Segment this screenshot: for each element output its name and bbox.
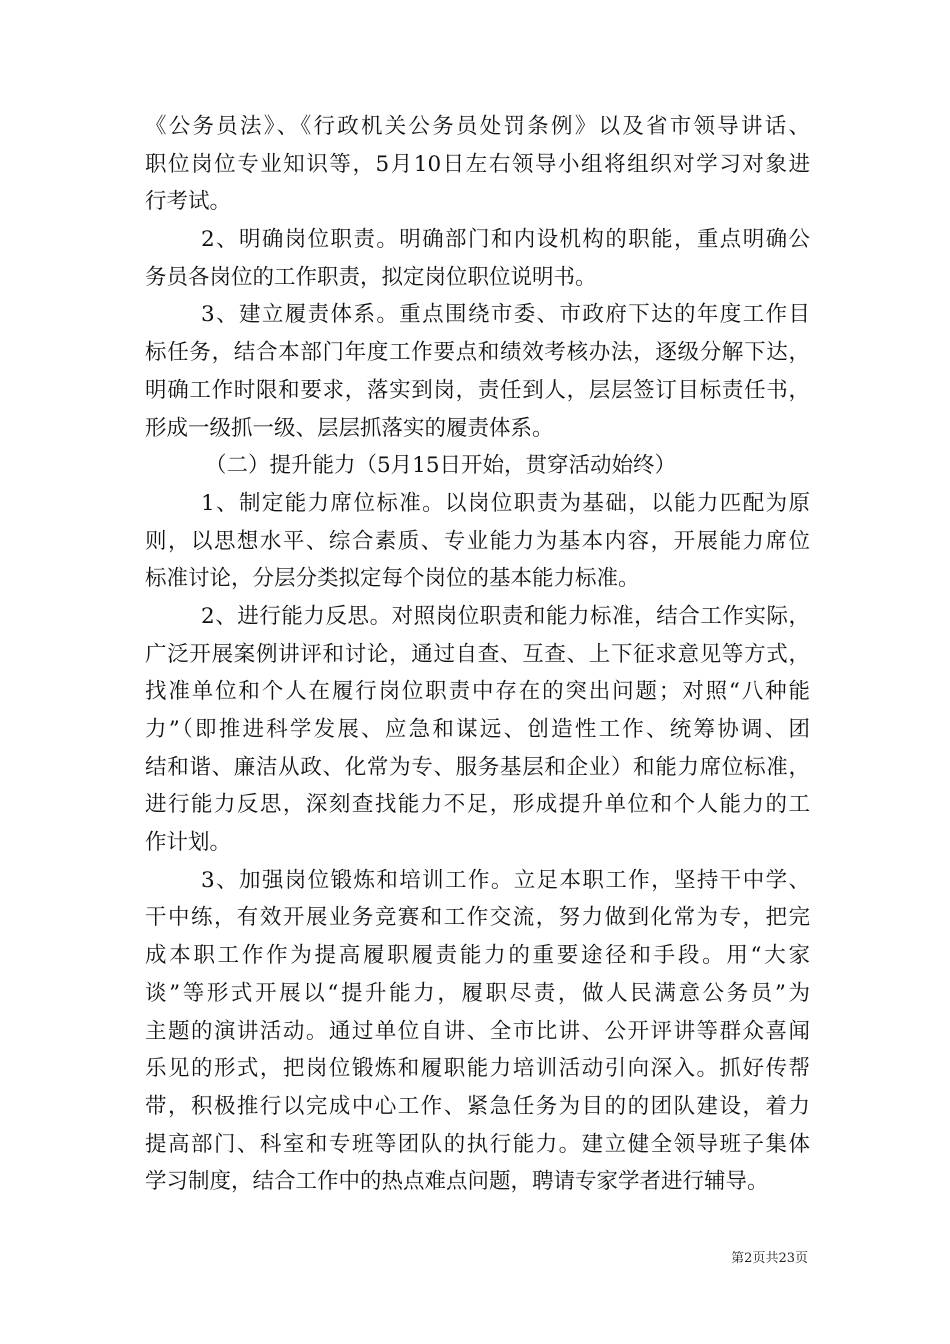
text-line: 提高部门、科室和专班等团队的执行能力。建立健全领导班子集体: [145, 1131, 810, 1157]
text-line: 1、制定能力席位标准。以岗位职责为基础，以能力匹配为原: [201, 490, 810, 516]
text-line: 明确工作时限和要求，落实到岗，责任到人，层层签订目标责任书，: [145, 377, 810, 403]
text-line: 职位岗位专业知识等，5月10日左右领导小组将组织对学习对象进: [145, 151, 810, 177]
text-line: （二）提升能力（5月15日开始，贯穿活动始终）: [205, 453, 677, 479]
paragraph: [145, 221, 810, 296]
text-line: 3、建立履责体系。重点围绕市委、市政府下达的年度工作目: [201, 302, 810, 328]
document-body: [145, 108, 810, 1201]
paragraph: [145, 598, 810, 862]
text-line: 2、明确岗位职责。明确部门和内设机构的职能，重点明确公: [201, 227, 810, 253]
text-line: 干中练，有效开展业务竞赛和工作交流，努力做到化常为专，把完: [145, 905, 810, 931]
paragraph: [145, 862, 810, 1201]
text-line: 力”（即推进科学发展、应急和谋远、创造性工作、统筹协调、团: [145, 717, 810, 742]
text-line: 形成一级抓一级、层层抓落实的履责体系。: [145, 415, 554, 441]
section-heading: [145, 447, 810, 485]
text-line: 谈”等形式开展以“提升能力，履职尽责，做人民满意公务员”为: [145, 980, 810, 1006]
paragraph: [145, 485, 810, 598]
text-line: 乐见的形式，把岗位锻炼和履职能力培训活动引向深入。抓好传帮: [145, 1056, 810, 1082]
text-line: 《公务员法》、《行政机关公务员处罚条例》以及省市领导讲话、: [145, 114, 810, 139]
text-line: 成本职工作作为提高履职履责能力的重要途径和手段。用“大家: [145, 943, 810, 969]
text-line: 2、进行能力反思。对照岗位职责和能力标准，结合工作实际，: [201, 603, 810, 629]
text-line: 带，积极推行以完成中心工作、紧急任务为目的的团队建设，着力: [145, 1093, 810, 1119]
text-line: 务员各岗位的工作职责，拟定岗位职位说明书。: [145, 264, 597, 290]
text-line: 广泛开展案例讲评和讨论，通过自查、互查、上下征求意见等方式，: [145, 641, 810, 667]
text-line: 找准单位和个人在履行岗位职责中存在的突出问题；对照“八种能: [145, 679, 810, 705]
paragraph: [145, 108, 810, 221]
text-line: 3、加强岗位锻炼和培训工作。立足本职工作，坚持干中学、: [201, 867, 810, 893]
text-line: 标任务，结合本部门年度工作要点和绩效考核办法，逐级分解下达，: [145, 340, 810, 366]
text-line: 则，以思想水平、综合素质、专业能力为基本内容，开展能力席位: [145, 528, 810, 554]
text-line: 进行能力反思，深刻查找能力不足，形成提升单位和个人能力的工: [145, 792, 810, 818]
paragraph: [145, 296, 810, 447]
text-line: 行考试。: [145, 189, 232, 215]
page-number: 第2页共23页: [731, 1251, 808, 1266]
text-line: 结和谐、廉洁从政、化常为专、服务基层和企业）和能力席位标准，: [145, 754, 810, 780]
text-line: 学习制度，结合工作中的热点难点问题，聘请专家学者进行辅导。: [145, 1169, 769, 1195]
text-line: 主题的演讲活动。通过单位自讲、全市比讲、公开评讲等群众喜闻: [145, 1018, 810, 1044]
text-line: 作计划。: [145, 830, 232, 856]
text-line: 标准讨论，分层分类拟定每个岗位的基本能力标准。: [145, 566, 640, 592]
